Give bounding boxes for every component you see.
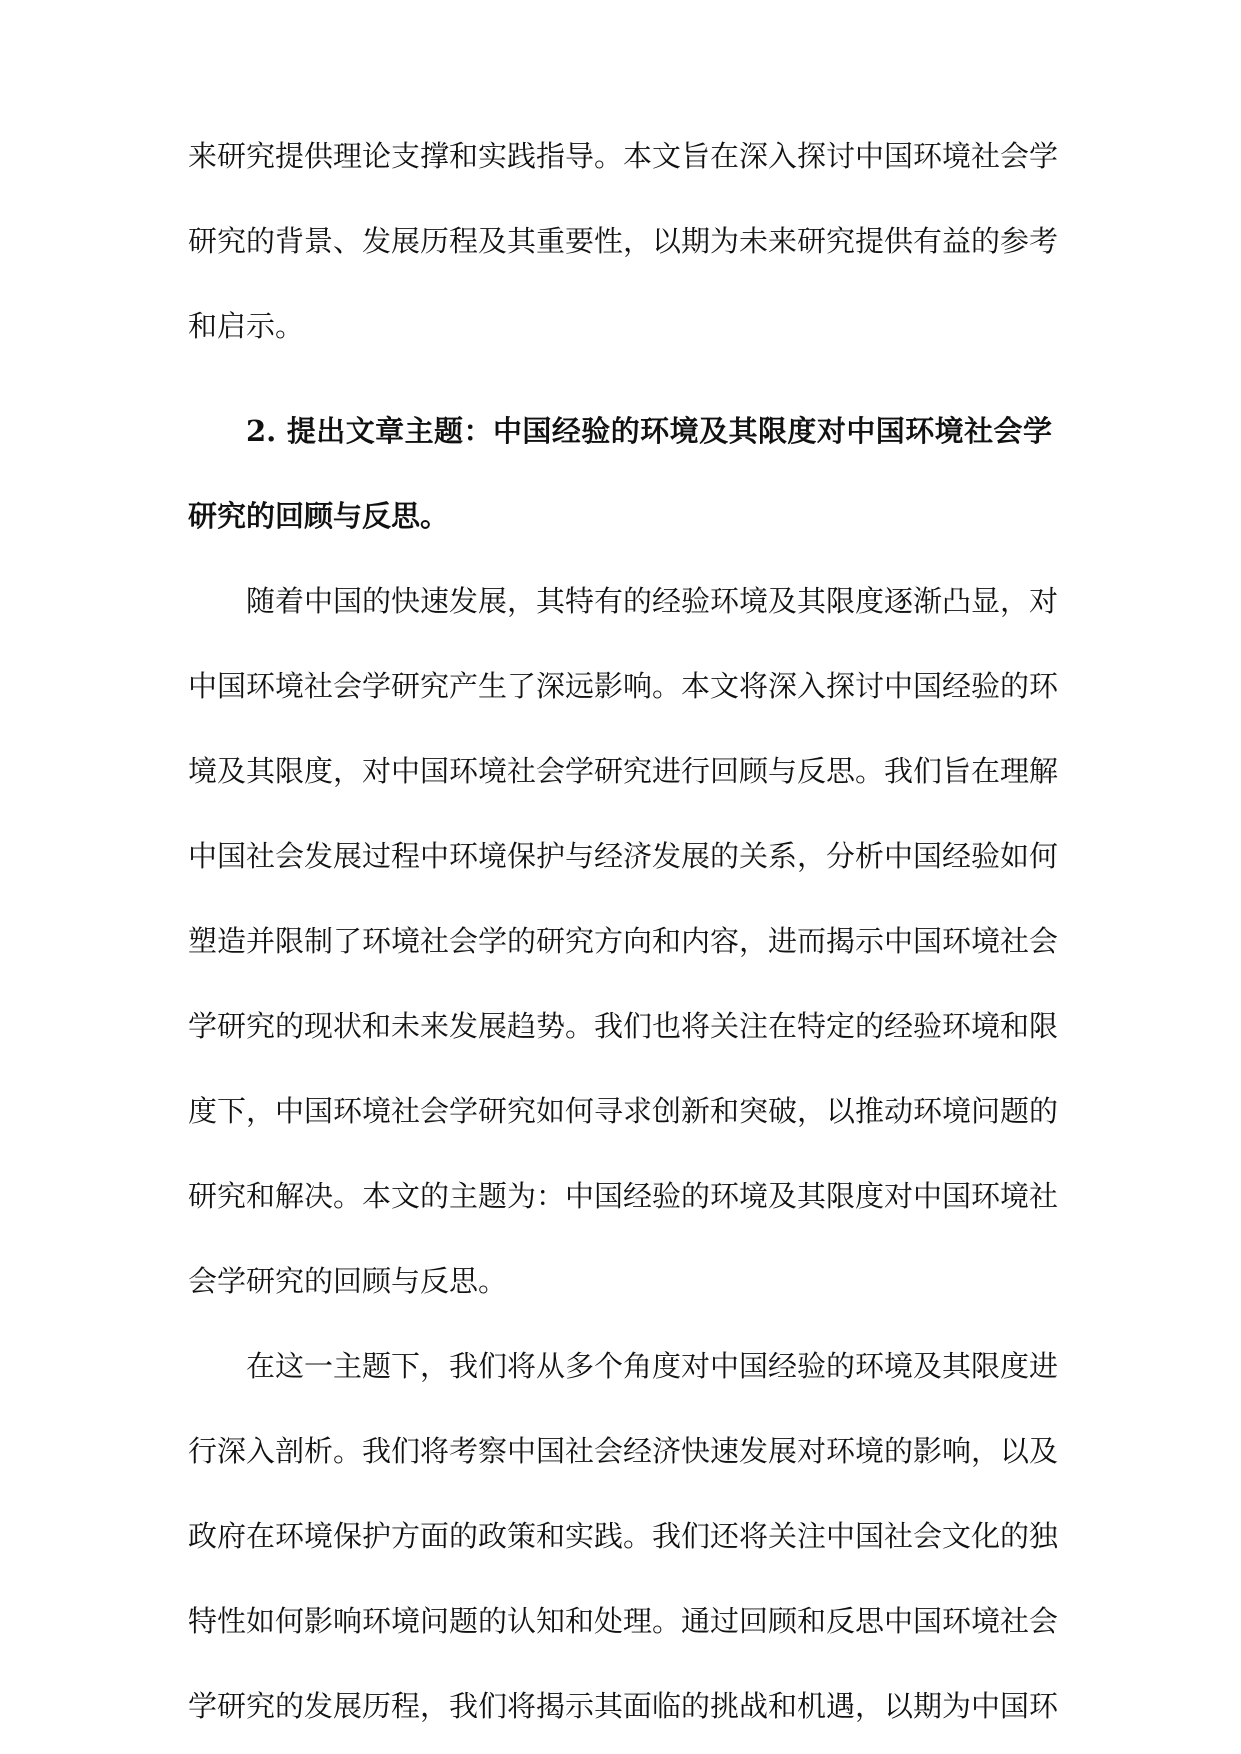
body-text-line: 政府在环境保护方面的政策和实践。我们还将关注中国社会文化的独 bbox=[188, 1519, 1059, 1553]
body-text-line: 会学研究的回顾与反思。 bbox=[188, 1264, 508, 1298]
body-text-line: 特性如何影响环境问题的认知和处理。通过回顾和反思中国环境社会 bbox=[188, 1604, 1059, 1638]
body-text-line: 境及其限度，对中国环境社会学研究进行回顾与反思。我们旨在理解 bbox=[188, 754, 1059, 788]
body-text-line: 来研究提供理论支撑和实践指导。本文旨在深入探讨中国环境社会学 bbox=[188, 139, 1059, 173]
body-text-line: 在这一主题下，我们将从多个角度对中国经验的环境及其限度进 bbox=[246, 1349, 1059, 1383]
section-heading: 2. 提出文章主题：中国经验的环境及其限度对中国环境社会学 bbox=[246, 414, 1052, 448]
body-text-line: 塑造并限制了环境社会学的研究方向和内容，进而揭示中国环境社会 bbox=[188, 924, 1059, 958]
body-text-line: 度下，中国环境社会学研究如何寻求创新和突破，以推动环境问题的 bbox=[188, 1094, 1059, 1128]
section-heading: 研究的回顾与反思。 bbox=[188, 499, 450, 533]
body-text-line: 随着中国的快速发展，其特有的经验环境及其限度逐渐凸显，对 bbox=[246, 584, 1059, 618]
body-text-line: 行深入剖析。我们将考察中国社会经济快速发展对环境的影响，以及 bbox=[188, 1434, 1059, 1468]
body-text-line: 中国社会发展过程中环境保护与经济发展的关系，分析中国经验如何 bbox=[188, 839, 1059, 873]
body-text-line: 学研究的发展历程，我们将揭示其面临的挑战和机遇，以期为中国环 bbox=[188, 1689, 1059, 1723]
body-text-line: 研究和解决。本文的主题为：中国经验的环境及其限度对中国环境社 bbox=[188, 1179, 1059, 1213]
body-text-line: 研究的背景、发展历程及其重要性，以期为未来研究提供有益的参考 bbox=[188, 224, 1059, 258]
body-text-line: 中国环境社会学研究产生了深远影响。本文将深入探讨中国经验的环 bbox=[188, 669, 1059, 703]
body-text-line: 学研究的现状和未来发展趋势。我们也将关注在特定的经验环境和限 bbox=[188, 1009, 1059, 1043]
body-text-line: 和启示。 bbox=[188, 309, 305, 343]
